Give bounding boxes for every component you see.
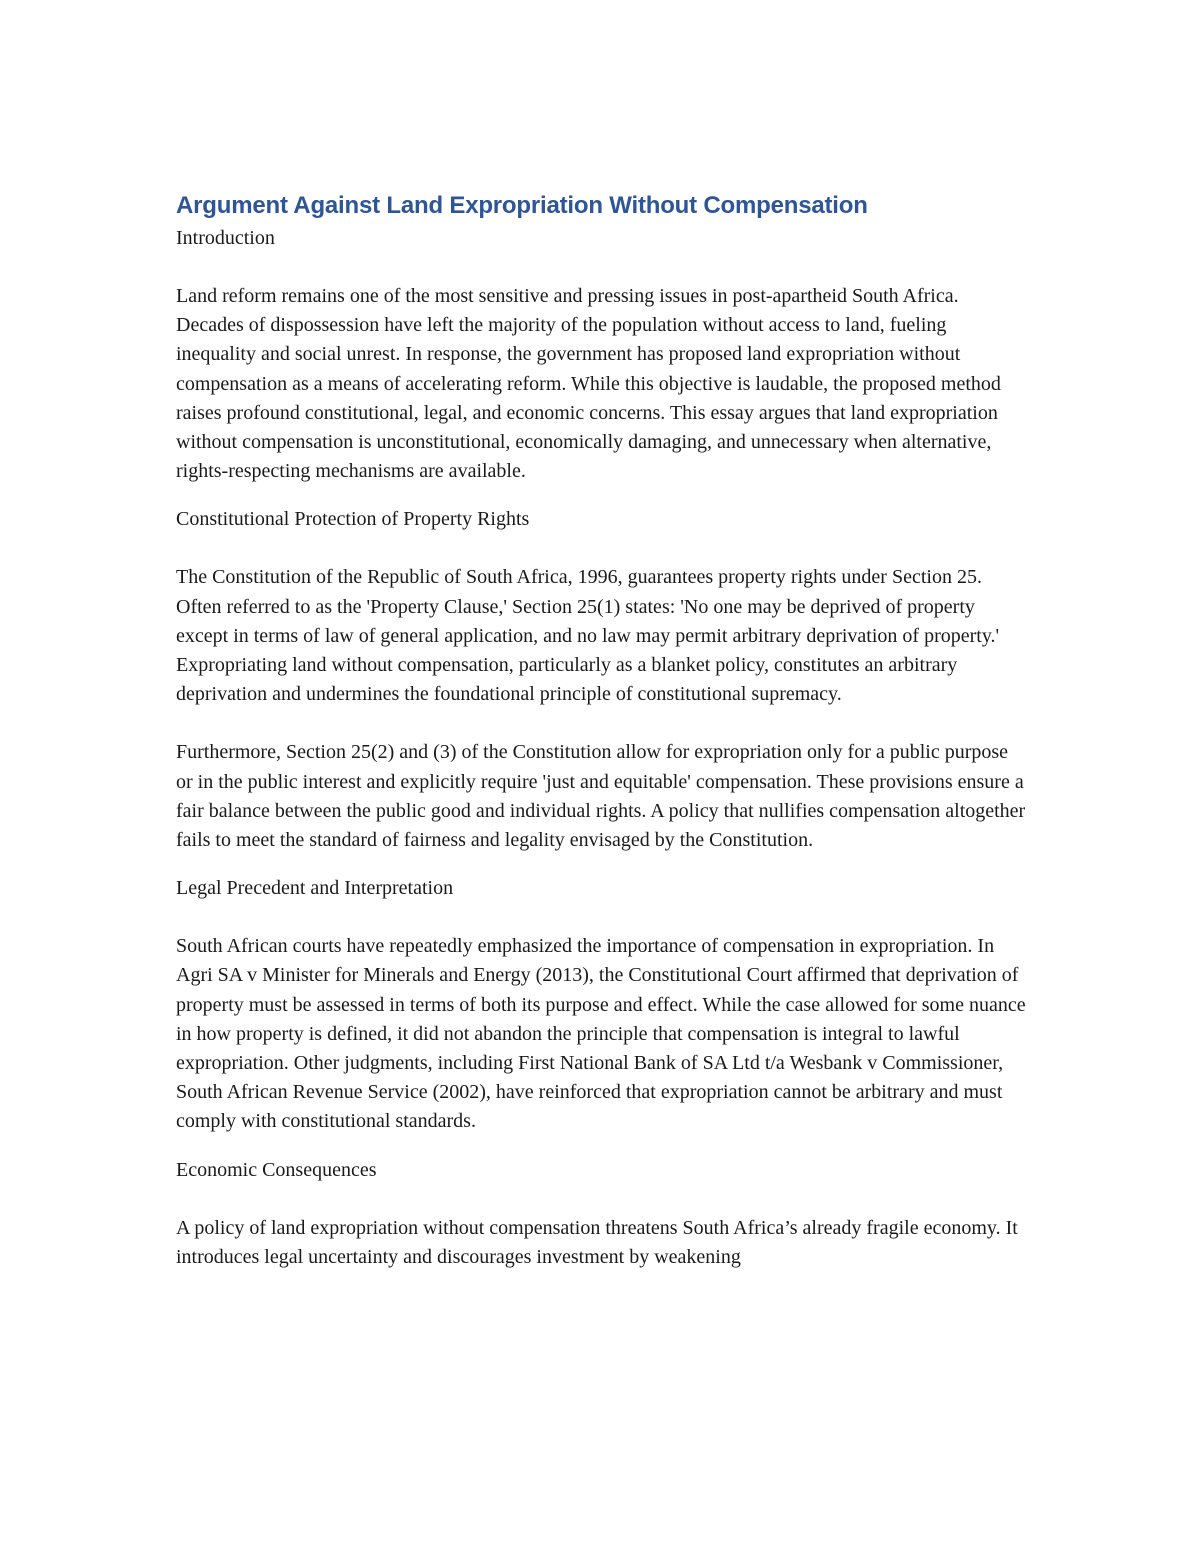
section-legal	[176, 874, 1026, 1136]
paragraph-introduction: Land reform remains one of the most sensitive and pressing issues in post-apartheid South Africa. Decades of dispossession have left the majority of the population without access to land, fueling inequality and social unrest. In response, the government has proposed land expropriation without compensation as a means of accelerating reform. While this objective is laudable, the proposed method raises profound constitutional, legal, and economic concerns. This essay argues that land expropriation without compensation is unconstitutional, economically damaging, and unnecessary when alternative, rights-respecting mechanisms are available.	[176, 285, 1001, 483]
section-heading-constitutional: Constitutional Protection of Property Rights	[176, 508, 530, 531]
paragraph-economic-1: A policy of land expropriation without compensation threatens South Africa’s already fragile economy. It introduces legal uncertainty and discourages investment by weakening	[176, 1216, 1018, 1268]
section-heading-economic: Economic Consequences	[176, 1158, 377, 1181]
paragraph-constitutional-1: The Constitution of the Republic of South Africa, 1996, guarantees property rights under Section 25. Often referred to as the 'Property Clause,' Section 25(1) states: 'No one may be deprived of property except in terms of law of general application, and no law may permit arbitrary deprivation of property.' Expropriating land without compensation, particularly as a blanket policy, constitutes an arbitrary deprivation and undermines the foundational principle of constitutional supremacy.	[176, 566, 1000, 706]
document-page	[176, 188, 1026, 1272]
section-constitutional	[176, 505, 1026, 855]
paragraph-legal-1: South African courts have repeatedly emphasized the importance of compensation in expropriation. In Agri SA v Minister for Minerals and Energy (2013), the Constitutional Court affirmed that deprivation of property must be assessed in terms of both its purpose and effect. While the case allowed for some nuance in how property is defined, it did not abandon the principle that compensation is integral to lawful expropriation. Other judgments, including First National Bank of SA Ltd t/a Wesbank v Commissioner, South African Revenue Service (2002), have reinforced that expropriation cannot be arbitrary and must comply with constitutional standards.	[176, 935, 1026, 1133]
section-heading-introduction: Introduction	[176, 227, 275, 249]
section-economic	[176, 1156, 1026, 1272]
section-heading-legal: Legal Precedent and Interpretation	[176, 877, 454, 900]
section-introduction	[176, 224, 1026, 486]
document-title: Argument Against Land Expropriation Without Compensation	[176, 192, 868, 219]
paragraph-constitutional-2: Furthermore, Section 25(2) and (3) of the Constitution allow for expropriation only for a public purpose or in the public interest and explicitly require 'just and equitable' compensation. These provisions ensure a fair balance between the public good and individual rights. A policy that nullifies compensation altogether fails to meet the standard of fairness and legality envisaged by the Constitution.	[176, 741, 1026, 852]
